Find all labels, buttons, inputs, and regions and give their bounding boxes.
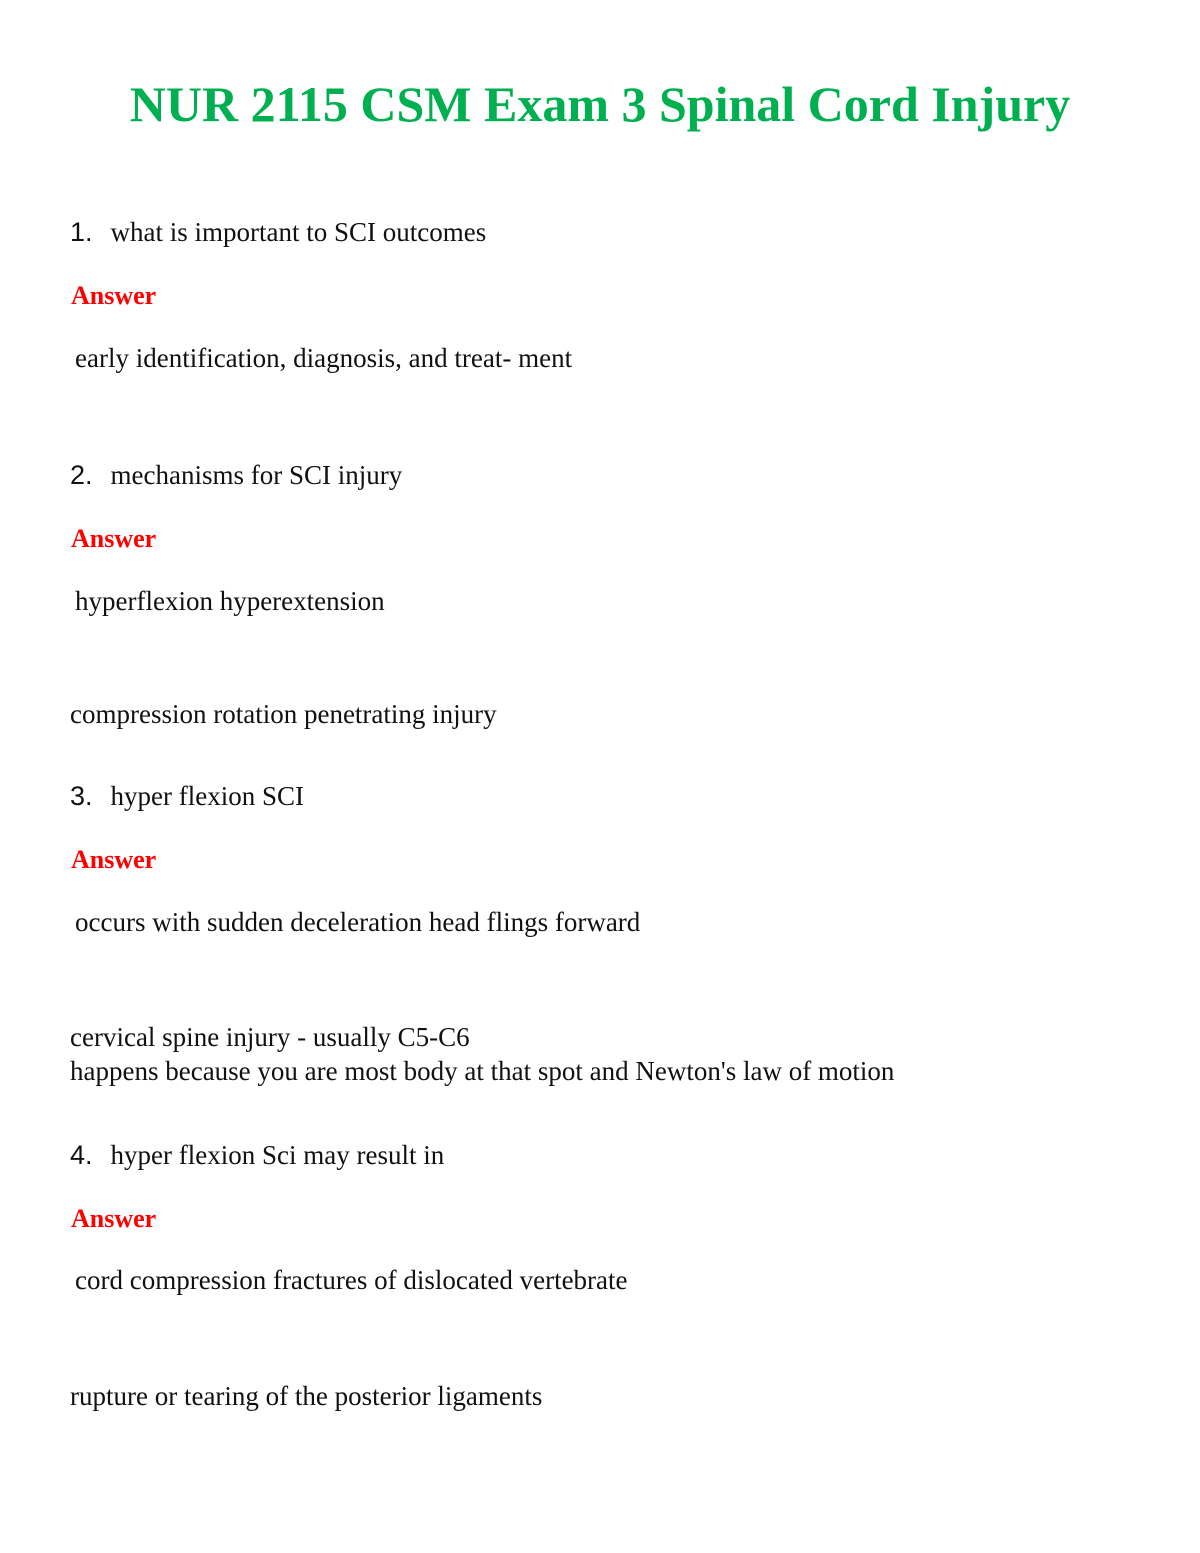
question-number: 2. [70, 460, 93, 490]
answer-line: happens because you are most body at that spot and Newton's law of motion [70, 1056, 895, 1086]
answer-line: hyperflexion hyperextension [75, 586, 385, 616]
answer-label: Answer [71, 524, 157, 553]
answer-label: Answer [71, 845, 157, 874]
question-1 [70, 215, 486, 249]
answer-line: cervical spine injury - usually C5-C6 [70, 1022, 470, 1052]
question-4 [70, 1138, 444, 1172]
question-number: 3. [70, 781, 93, 811]
question-number: 4. [70, 1140, 93, 1170]
answer-line: early identification, diagnosis, and treat- ment [75, 343, 573, 373]
answer-line: occurs with sudden deceleration head flings forward [75, 907, 641, 937]
question-3 [70, 779, 304, 813]
question-text: mechanisms for SCI injury [110, 460, 403, 490]
answer-line: rupture or tearing of the posterior ligaments [70, 1381, 543, 1411]
answer-line: cord compression fractures of dislocated vertebrate [75, 1265, 628, 1295]
answer-label: Answer [71, 281, 157, 310]
question-text: hyper flexion Sci may result in [110, 1140, 445, 1170]
answer-label: Answer [71, 1204, 157, 1233]
question-number: 1. [70, 217, 93, 247]
question-text: what is important to SCI outcomes [110, 217, 487, 247]
question-text: hyper flexion SCI [110, 781, 305, 811]
document-title: NUR 2115 CSM Exam 3 Spinal Cord Injury [129, 76, 1071, 132]
question-2 [70, 458, 402, 492]
answer-line: compression rotation penetrating injury [70, 699, 497, 729]
